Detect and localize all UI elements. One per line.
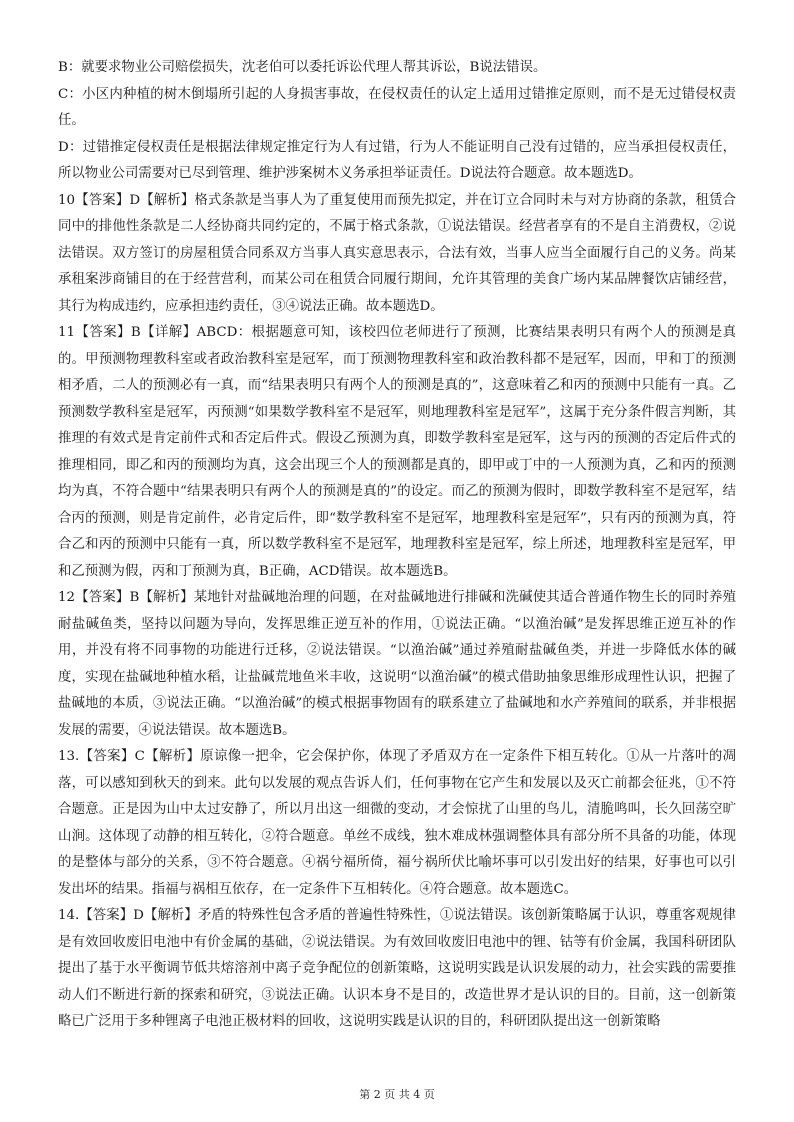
paragraph-answer-11: 11【答案】B【详解】ABCD：根据题意可知，该校四位老师进行了预测，比赛结果表明只有两个人的预测是真的。甲预测物理教科室或者政治教科室是冠军，而丁预测物理教科室和政治教科都不是冠军，因而，甲和丁的预测相矛盾，二人的预测必有一真，而“结果表明只有两个人的预测是真的”，这意味着乙和丙的预测中只能有一真。乙预测数学教科室是冠军，丙预测“如果数学教科室不是冠军，则地理教科室是冠军”，这属于充分条件假言判断，其推理的有效式是肯定前件式和否定后件式。假设乙预测为真，即数学教科室是冠军，这与丙的预测的否定后件式的推理相同，即乙和丙的预测均为真，这会出现三个人的预测都是真的，即甲或丁中的一人预测为真，乙和丙的预测均为真，不符合题中“结果表明只有两个人的预测是真的”的设定。而乙的预测为假时，即数学教科室不是冠军，结合丙的预测，则是肯定前件，必肯定后件，即“数学教科室不是冠军，地理教科室是冠军”，只有丙的预测为真，符合乙和丙的预测中只能有一真，所以数学教科室不是冠军，地理教科室是冠军，综上所述，地理教科室是冠军，甲和乙预测为假，丙和丁预测为真，B正确，ACD错误。故本题选B。: [58, 325, 736, 579]
paragraph-option-d: D：过错推定侵权责任是根据法律规定推定行为人有过错，行为人不能证明自己没有过错的，应当承担侵权责任，所以物业公司需要对已尽到管理、维护涉案树木义务承担举证责任。D说法符合题意。故本题选D。: [58, 139, 736, 181]
paragraph-option-c: C：小区内种植的树木倒塌所引起的人身损害事故，在侵权责任的认定上适用过错推定原则，而不是无过错侵权责任。: [58, 86, 736, 128]
paragraph-answer-14: 14.【答案】D【解析】矛盾的特殊性包含矛盾的普遍性特殊性，①说法错误。该创新策略属于认识，尊重客观规律是有效回收废旧电池中有价金属的基础，②说法错误。为有效回收废旧电池中的锂、钴等有价金属，我国科研团队提出了基于水平衡调节低共熔溶剂中离子竞争配位的创新策略，这说明实践是认识发展的动力，社会实践的需要推动人们不断进行新的探索和研究，③说法正确。认识本身不是目的，改造世界才是认识的目的。目前，这一创新策略已广泛用于多种锂离子电池正极材料的回收，这说明实践是认识的目的，科研团队提出这一创新策略: [58, 908, 736, 1029]
paragraph-answer-12: 12【答案】B【解析】某地针对盐碱地治理的问题，在对盐碱地进行排碱和洗碱使其适合普通作物生长的同时养殖耐盐碱鱼类，坚持以问题为导向，发挥思维正逆互补的作用，①说法正确。“以渔治碱”是发挥思维正逆互补的作用，并没有将不同事物的功能进行迁移，②说法错误。“以渔治碱”通过养殖耐盐碱鱼类，并进一步降低水体的碱度，实现在盐碱地种植水稻，让盐碱荒地鱼米丰收，这说明“以渔治碱”的模式借助抽象思维形成理性认识，把握了盐碱地的本质，③说法正确。“以渔治碱”的模式根据事物固有的联系建立了盐碱地和水产养殖间的联系，并非根据发展的需要，④说法错误。故本题选B。: [58, 590, 736, 738]
paragraph-option-b: B：就要求物业公司赔偿损失，沈老伯可以委托诉讼代理人帮其诉讼，B说法错误。: [58, 60, 547, 75]
paragraph-answer-10: 10【答案】D【解析】格式条款是当事人为了重复使用而预先拟定，并在订立合同时未与对方协商的条款，租赁合同中的排他性条款是二人经协商共同约定的，不属于格式条款，①说法错误。经营者享有的不是自主消费权，②说法错误。双方签订的房屋租赁合同系双方当事人真实意思表示，合法有效，当事人应当全面履行自己的义务。尚某承租案涉商铺目的在于经营营利，而某公司在租赁合同履行期间，允许其管理的美食广场内某品牌餐饮店铺经营，其行为构成违约，应承担违约责任，③④说法正确。故本题选D。: [58, 192, 736, 314]
page-footer: [0, 1086, 794, 1102]
paragraph-answer-13: 13.【答案】C【解析】原谅像一把伞，它会保护你，体现了矛盾双方在一定条件下相互转化。①从一片落叶的凋落，可以感知到秋天的到来。此句以发展的观点告诉人们，任何事物在它产生和发展以及灭亡前都会征兆，①不符合题意。正是因为山中太过安静了，所以月出这一细微的变动，才会惊扰了山里的鸟儿，清脆鸣叫，长久回荡空旷山涧。这体现了动静的相互转化，②符合题意。单丝不成线，独木难成林强调整体具有部分所不具备的功能，体现的是整体与部分的关系，③不符合题意。④祸兮福所倚，福兮祸所伏比喻坏事可以引发出好的结果，好事也可以引发出坏的结果。指福与祸相互依存，在一定条件下互相转化。④符合题意。故本题选C。: [58, 749, 736, 897]
page-number: 第 2 页 共 4 页: [359, 1088, 435, 1101]
